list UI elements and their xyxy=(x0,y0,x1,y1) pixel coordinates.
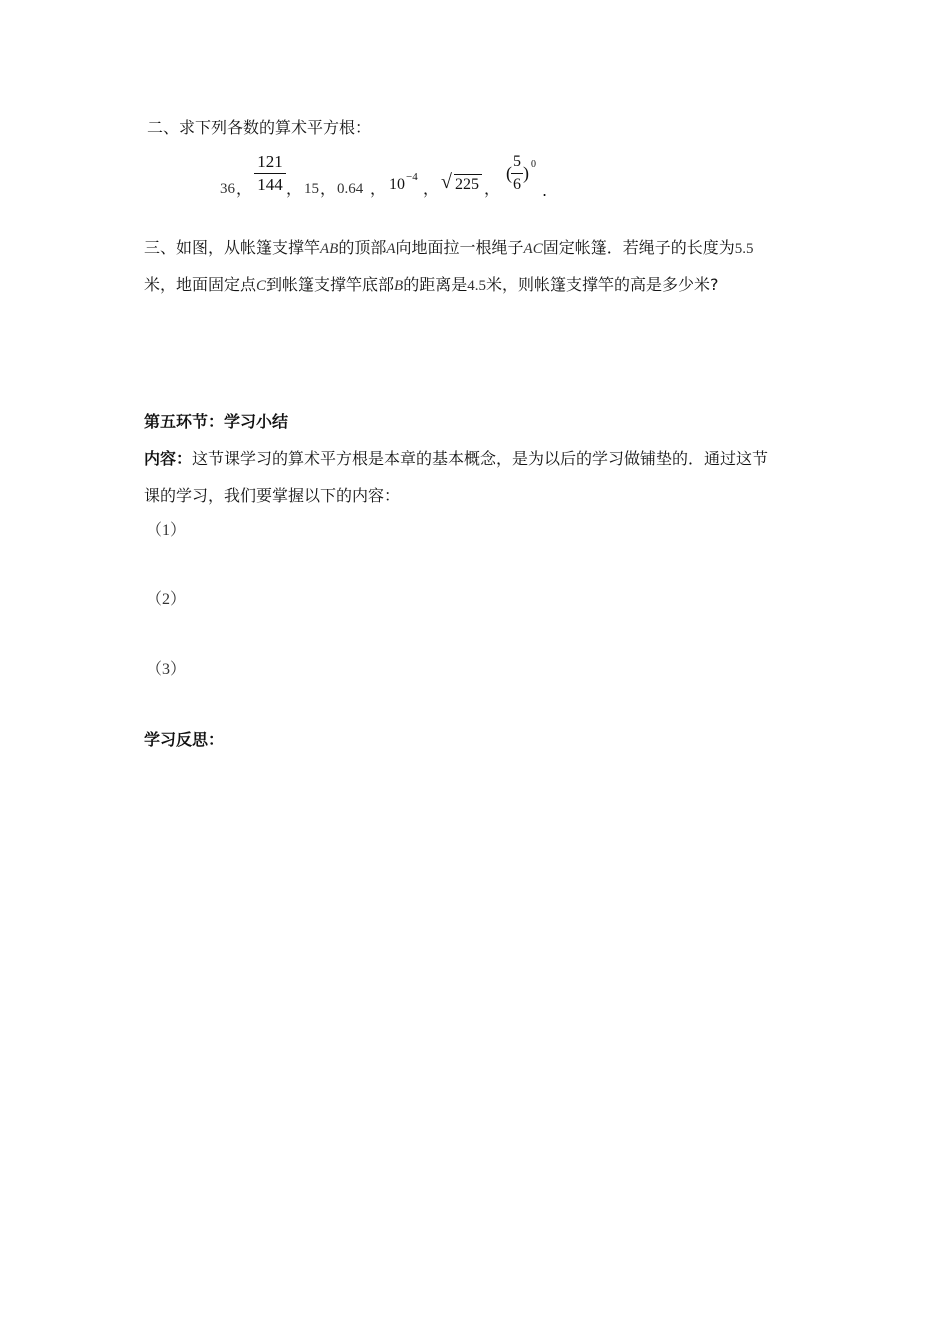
fraction-denominator: 6 xyxy=(513,176,521,193)
power-base: 10 xyxy=(389,176,405,193)
left-paren: ( xyxy=(506,163,512,183)
comma-5: ， xyxy=(423,179,440,198)
list-item-2: （2） xyxy=(146,591,187,608)
section-5-title: 第五环节：学习小结 xyxy=(144,412,289,431)
section-2-title: 二、求下列各数的算术平方根： xyxy=(147,118,372,137)
text: 到帐篷支撑竿底部 xyxy=(266,275,395,294)
label-c: C xyxy=(256,278,267,294)
fraction-numerator: 5 xyxy=(513,153,521,170)
text: 的顶部 xyxy=(338,238,387,257)
power-exponent: −4 xyxy=(406,171,418,183)
power-zero-exponent: 0 xyxy=(531,159,536,170)
fraction-bar xyxy=(511,173,523,174)
label-b: B xyxy=(394,278,404,294)
fraction-121-144 xyxy=(254,152,286,195)
text: 向地面拉一根绳子 xyxy=(395,238,524,257)
fraction-5-6 xyxy=(511,152,523,195)
label-ac: AC xyxy=(523,241,543,257)
text: 三、如图，从帐篷支撑竿 xyxy=(144,238,321,257)
comma-1: ， xyxy=(236,179,253,198)
content-line-2: 课的学习，我们要掌握以下的内容： xyxy=(144,486,401,505)
number-0-64: 0.64 xyxy=(337,181,364,197)
section-3-line-2 xyxy=(144,274,718,297)
text: 固定帐篷．若绳子的长度为 xyxy=(542,238,735,257)
label-a: A xyxy=(386,241,396,257)
label-ab: AB xyxy=(320,241,339,257)
reflection-heading: 学习反思： xyxy=(144,730,225,749)
content-label: 内容： xyxy=(144,449,193,468)
text: 的距离是 xyxy=(403,275,468,294)
ground-distance: 4.5 xyxy=(467,278,486,294)
number-36: 36 xyxy=(220,181,235,197)
sqrt-argument: 225 xyxy=(455,176,479,193)
list-item-3: （3） xyxy=(146,661,187,678)
sqrt-bar xyxy=(454,174,482,175)
rope-length: 5.5 xyxy=(734,241,754,257)
period: . xyxy=(542,181,548,200)
text: 这节课学习的算术平方根是本章的基本概念，是为以后的学习做铺垫的．通过这节 xyxy=(192,449,769,468)
fraction-bar xyxy=(254,173,286,174)
content-line-1 xyxy=(144,448,768,470)
comma-3: ， xyxy=(320,179,337,198)
sqrt-icon: √ xyxy=(441,171,452,193)
text: 米，则帐篷支撑竿的高是多少米? xyxy=(485,275,719,294)
comma-4: ， xyxy=(370,179,387,198)
right-paren: ) xyxy=(523,163,529,183)
section-3-line-1 xyxy=(144,237,753,260)
list-item-1: （1） xyxy=(146,522,187,539)
number-15: 15 xyxy=(304,181,319,197)
fraction-numerator: 121 xyxy=(257,152,283,171)
comma-2: ， xyxy=(286,179,303,198)
fraction-denominator: 144 xyxy=(257,175,283,194)
text: 米，地面固定点 xyxy=(144,275,257,294)
comma-6: ， xyxy=(484,179,501,198)
